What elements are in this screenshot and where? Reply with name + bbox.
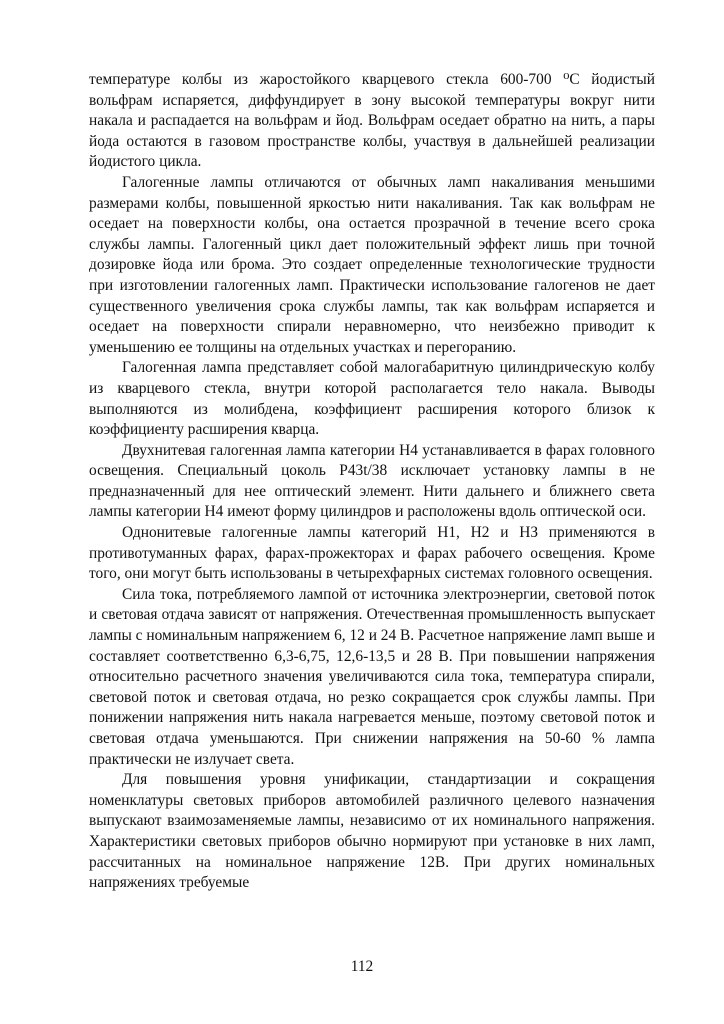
paragraph-5: Однонитевые галогенные лампы категорий Н1, Н2 и НЗ применяются в противотуманных фарах, фарах-прожекторах и фарах рабочего освещения. Кроме того, они могут быть использованы в четырехфарных системах головного освещения. xyxy=(89,524,655,583)
paragraph-3: Галогенная лампа представляет собой малогабаритную цилиндрическую колбу из кварцевого стекла, внутри которой располагается тело накала. Выводы выполняются из молибдена, коэффициент расширения которого близок к коэффициенту расширения кварца. xyxy=(89,359,655,439)
page-number: 112 xyxy=(350,958,374,975)
paragraph-6: Сила тока, потребляемого лампой от источника электроэнергии, световой поток и световая отдача зависят от напряжения. Отечественная промышленность выпускает лампы с номинальным напряжением 6, 12 и 24 В. Расчетное напряжение ламп выше и составляет соответственно 6,3-6,75, 12,6-13,5 и 28 В. При повышении напряжения относительно расчетного значения увеличиваются сила тока, температура спирали, световой поток и световая отдача, но резко сокращается срок службы лампы. При понижении напряжения нить накала нагревается меньше, поэтому световой поток и световая отдача уменьшаются. При снижении напряжения на 50-60 % лампа практически не излучает света. xyxy=(89,585,655,768)
paragraph-1: температуре колбы из жаростойкого кварцевого стекла 600-700 ⁰С йодистый вольфрам испаряется, диффундирует в зону высокой температуры вокруг нити накала и распадается на вольфрам и йод. Вольфрам оседает обратно на нить, а пары йода остаются в газовом пространстве колбы, участвуя в дальнейшей реализации йодистого цикла. xyxy=(89,71,655,171)
paragraph-4: Двухнитевая галогенная лампа категории Н4 устанавливается в фарах головного освещения. Специальный цоколь P43t/38 исключает установку лампы в не предназначенный для нее оптический элемент. Нити дальнего и ближнего света лампы категории Н4 имеют форму цилиндров и расположены вдоль оптической оси. xyxy=(89,441,655,521)
paragraph-2: Галогенные лампы отличаются от обычных ламп накаливания меньшими размерами колбы, повышенной яркостью нити накаливания. Так как вольфрам не оседает на поверхности колбы, она остается прозрачной в течение всего срока службы лампы. Галогенный цикл дает положительный эффект лишь при точной дозировке йода или брома. Это создает определенные технологические трудности при изготовлении галогенных ламп. Практически использование галогенов не дает существенного увеличения срока службы лампы, так как вольфрам испаряется и оседает на поверхности спирали неравномерно, что неизбежно приводит к уменьшению ее толщины на отдельных участках и перегоранию. xyxy=(89,173,655,356)
paragraph-7: Для повышения уровня унификации, стандартизации и сокращения номенклатуры световых приборов автомобилей различного целевого назначения выпускают взаимозаменяемые лампы, независимо от их номинального напряжения. Характеристики световых приборов обычно нормируют при установке в них ламп, рассчитанных на номинальное напряжение 12В. При других номинальных напряжениях требуемые xyxy=(89,771,655,892)
body-text xyxy=(89,70,655,894)
